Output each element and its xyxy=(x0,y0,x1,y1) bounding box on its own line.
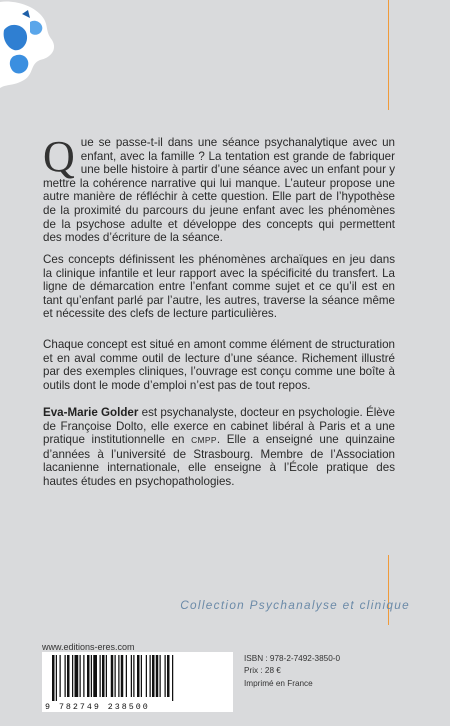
barcode-bar xyxy=(141,655,142,697)
barcode-bar xyxy=(172,655,173,701)
barcode-bar xyxy=(65,655,66,697)
drop-cap: Q xyxy=(43,132,75,181)
barcode-bar xyxy=(150,655,151,697)
paragraph-concepts: Ces concepts définissent les phénomènes archaïques en jeu dans la clinique infantile et leur rapport avec la spécificité du transfert. La ligne de démarcation entre l’enfant comme sujet et ce qu’il est en tant qu’enfant parlé par l’autre, les autres, traverse la séance même et nécessite des clefs de lecture particulières. xyxy=(43,253,395,321)
barcode-bar xyxy=(167,655,170,697)
cover-illustration xyxy=(0,0,60,92)
barcode-bar xyxy=(106,655,107,697)
barcode-bar xyxy=(87,655,90,697)
barcode-bars xyxy=(50,655,226,701)
barcode-bar xyxy=(93,655,97,697)
barcode-bar xyxy=(83,655,84,697)
barcode-bar xyxy=(156,655,159,697)
accent-line-bottom xyxy=(388,555,389,625)
barcode-bar xyxy=(152,655,155,697)
barcode-bar xyxy=(52,655,55,701)
barcode-bar xyxy=(126,655,127,697)
printed-in: Imprimé en France xyxy=(244,679,313,688)
barcode-bar xyxy=(60,655,61,697)
barcode-bar xyxy=(165,655,166,697)
author-name: Eva-Marie Golder xyxy=(43,406,139,419)
barcode-digits: 9 782749 238500 xyxy=(45,703,150,712)
barcode-bar xyxy=(131,655,132,697)
barcode-bar xyxy=(56,655,57,701)
paragraph-intro xyxy=(43,132,395,245)
barcode-bar xyxy=(160,655,161,697)
author-bio-part2: . Elle a enseigné une quinzaine d’années à l’université de Strasbourg. Membre de l’Association lacanienne internationale, elle enseigne à l’École pratique des hautes études en psychopathologies. xyxy=(43,433,395,488)
barcode-bar xyxy=(115,655,116,697)
collection-name: Collection Psychanalyse et clinique xyxy=(180,598,410,612)
paragraph-author-bio xyxy=(43,406,395,489)
barcode-bar xyxy=(146,655,147,697)
accent-line-top xyxy=(388,0,389,110)
barcode-bar xyxy=(100,655,101,697)
barcode-bar xyxy=(118,655,119,697)
publisher-website: www.editions-eres.com xyxy=(42,642,135,652)
barcode-bar xyxy=(133,655,134,697)
barcode-bar xyxy=(111,655,114,697)
barcode xyxy=(42,652,233,712)
isbn: ISBN : 978-2-7492-3850-0 xyxy=(244,654,341,663)
cmpp-abbrev: CMPP xyxy=(191,435,217,446)
barcode-bar xyxy=(102,655,105,697)
paragraph-intro-text: ue se passe-t-il dans une séance psychanalytique avec un enfant, avec la famille ? La tentation est grande de fabriquer une belle histoire à partir d’une séance avec un enfant pour y mettre la cohérence narrative qui lui manque. L’auteur propose une autre manière de réfléchir à cette question. Elle part de l’hypothèse de la proximité du parcours du jeune enfant avec les phénomènes de la psychose adulte et développe des concepts qui permettent des modes d’écriture de la séance. xyxy=(43,136,395,245)
barcode-bar xyxy=(75,655,79,697)
author-bio-part1: est psychanalyste, docteur en psychologie. Élève de Françoise Dolto, elle exerce en cabinet libéral à Paris et a une pratique institutionnelle en xyxy=(43,406,395,447)
barcode-bar xyxy=(80,655,81,697)
price: Prix : 28 € xyxy=(244,666,281,675)
barcode-bar xyxy=(67,655,70,697)
barcode-bar xyxy=(137,655,140,697)
barcode-bar xyxy=(121,655,124,697)
paragraph-structure: Chaque concept est situé en amont comme élément de structuration et en aval comme outil de lecture d’une séance. Richement illustré par des exemples cliniques, l’ouvrage est conçu comme une boîte à outils dont le mode d’emploi n’est pas de tout repos. xyxy=(43,338,395,392)
barcode-bar xyxy=(91,655,92,697)
barcode-bar xyxy=(72,655,73,697)
